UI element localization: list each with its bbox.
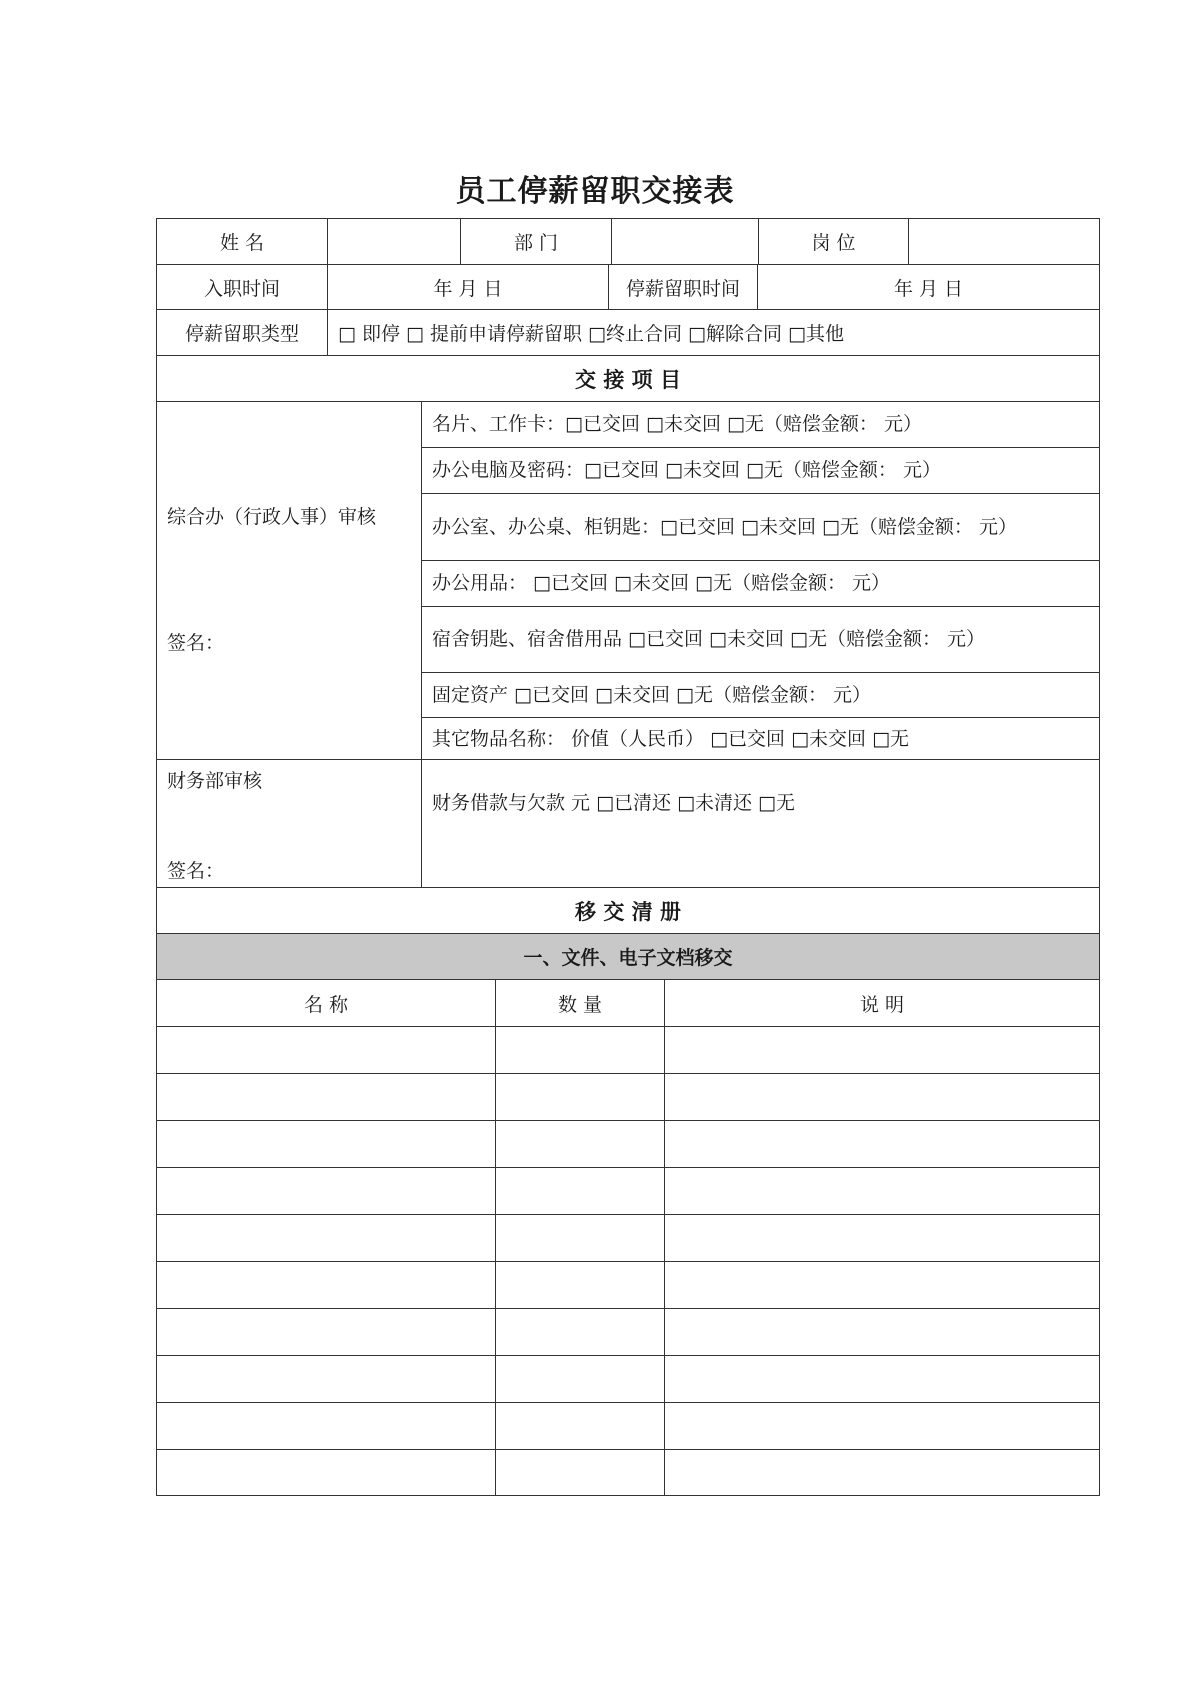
table-row xyxy=(156,1214,1100,1261)
handover-item[interactable]: 其它物品名称： 价值（人民币） □已交回 □未交回 □无 xyxy=(422,717,1099,760)
handover-item-list xyxy=(421,402,1099,759)
admin-review-cell xyxy=(157,402,421,759)
finance-review-cell xyxy=(157,760,421,887)
finance-item[interactable]: 财务借款与欠款 元 □已清还 □未清还 □无 xyxy=(432,791,796,814)
description-cell[interactable] xyxy=(664,1403,1099,1449)
hire-date-label: 入职时间 xyxy=(203,277,280,300)
table-row xyxy=(156,1402,1100,1449)
admin-review-block xyxy=(156,401,1100,759)
transfer-sub-heading: 一、文件、电子文档移交 xyxy=(156,933,1100,979)
name-cell[interactable] xyxy=(157,1309,495,1355)
handover-item[interactable]: 宿舍钥匙、宿舍借用品 □已交回 □未交回 □无（赔偿金额： 元） xyxy=(422,606,1099,672)
table-row xyxy=(156,1449,1100,1496)
quantity-cell[interactable] xyxy=(495,1309,664,1355)
finance-review-block xyxy=(156,759,1100,887)
quantity-cell[interactable] xyxy=(495,1215,664,1261)
leave-type-options[interactable]: □ 即停 □ 提前申请停薪留职 □终止合同 □解除合同 □其他 xyxy=(327,310,1099,355)
description-cell[interactable] xyxy=(664,1356,1099,1402)
table-row xyxy=(156,1073,1100,1120)
name-cell[interactable] xyxy=(157,1074,495,1120)
info-row-type xyxy=(156,309,1100,355)
quantity-cell[interactable] xyxy=(495,1074,664,1120)
handover-item[interactable]: 办公用品： □已交回 □未交回 □无（赔偿金额： 元） xyxy=(422,560,1099,606)
table-row xyxy=(156,1355,1100,1402)
description-cell[interactable] xyxy=(664,1027,1099,1073)
column-header-description: 说 明 xyxy=(664,980,1099,1026)
description-cell[interactable] xyxy=(664,1074,1099,1120)
handover-item[interactable]: 固定资产 □已交回 □未交回 □无（赔偿金额： 元） xyxy=(422,672,1099,717)
leave-date-label: 停薪留职时间 xyxy=(608,265,757,309)
column-header-quantity: 数 量 xyxy=(495,980,664,1026)
name-cell[interactable] xyxy=(157,1356,495,1402)
leave-date-field[interactable]: 年 月 日 xyxy=(757,265,1099,309)
leave-type-label: 停薪留职类型 xyxy=(184,323,299,345)
info-row-name xyxy=(156,218,1100,264)
handover-heading: 交 接 项 目 xyxy=(156,355,1100,401)
description-cell[interactable] xyxy=(664,1450,1099,1495)
handover-item[interactable]: 名片、工作卡：□已交回 □未交回 □无（赔偿金额： 元） xyxy=(432,413,922,435)
admin-review-label: 综合办（行政人事）审核 xyxy=(167,506,377,528)
page-title: 员工停薪留职交接表 xyxy=(455,174,735,209)
table-row xyxy=(156,1308,1100,1355)
quantity-cell[interactable] xyxy=(495,1262,664,1308)
description-cell[interactable] xyxy=(664,1309,1099,1355)
dept-field[interactable] xyxy=(611,219,758,264)
name-cell[interactable] xyxy=(157,1215,495,1261)
dept-label: 部 门 xyxy=(460,219,611,264)
quantity-cell[interactable] xyxy=(495,1450,664,1495)
quantity-cell[interactable] xyxy=(495,1356,664,1402)
handover-item[interactable]: 办公电脑及密码：□已交回 □未交回 □无（赔偿金额： 元） xyxy=(422,447,1099,493)
finance-item-cell xyxy=(421,760,1099,887)
handover-item[interactable]: 办公室、办公桌、柜钥匙：□已交回 □未交回 □无（赔偿金额： 元） xyxy=(422,493,1099,560)
name-field[interactable] xyxy=(327,219,460,264)
description-cell[interactable] xyxy=(664,1215,1099,1261)
name-cell[interactable] xyxy=(157,1450,495,1495)
admin-sign-label[interactable]: 签名： xyxy=(167,632,225,654)
hire-date-field[interactable]: 年 月 日 xyxy=(327,265,608,309)
quantity-cell[interactable] xyxy=(495,1121,664,1167)
description-cell[interactable] xyxy=(664,1168,1099,1214)
quantity-cell[interactable] xyxy=(495,1168,664,1214)
finance-sign-label[interactable]: 签名： xyxy=(167,860,225,882)
name-cell[interactable] xyxy=(157,1403,495,1449)
quantity-cell[interactable] xyxy=(495,1027,664,1073)
name-cell[interactable] xyxy=(157,1168,495,1214)
table-row xyxy=(156,1026,1100,1073)
finance-review-label: 财务部审核 xyxy=(167,770,263,792)
column-header-name: 名 称 xyxy=(303,993,349,1016)
transfer-heading: 移 交 清 册 xyxy=(156,887,1100,933)
transfer-header-row xyxy=(156,979,1100,1026)
quantity-cell[interactable] xyxy=(495,1403,664,1449)
handover-form xyxy=(156,218,1100,1496)
post-label: 岗 位 xyxy=(758,219,908,264)
table-row xyxy=(156,1120,1100,1167)
name-cell[interactable] xyxy=(157,1121,495,1167)
name-cell[interactable] xyxy=(157,1262,495,1308)
name-cell[interactable] xyxy=(157,1027,495,1073)
table-row xyxy=(156,1167,1100,1214)
post-field[interactable] xyxy=(908,219,1099,264)
table-row xyxy=(156,1261,1100,1308)
description-cell[interactable] xyxy=(664,1121,1099,1167)
description-cell[interactable] xyxy=(664,1262,1099,1308)
info-row-dates xyxy=(156,264,1100,309)
name-label: 姓 名 xyxy=(219,232,265,254)
